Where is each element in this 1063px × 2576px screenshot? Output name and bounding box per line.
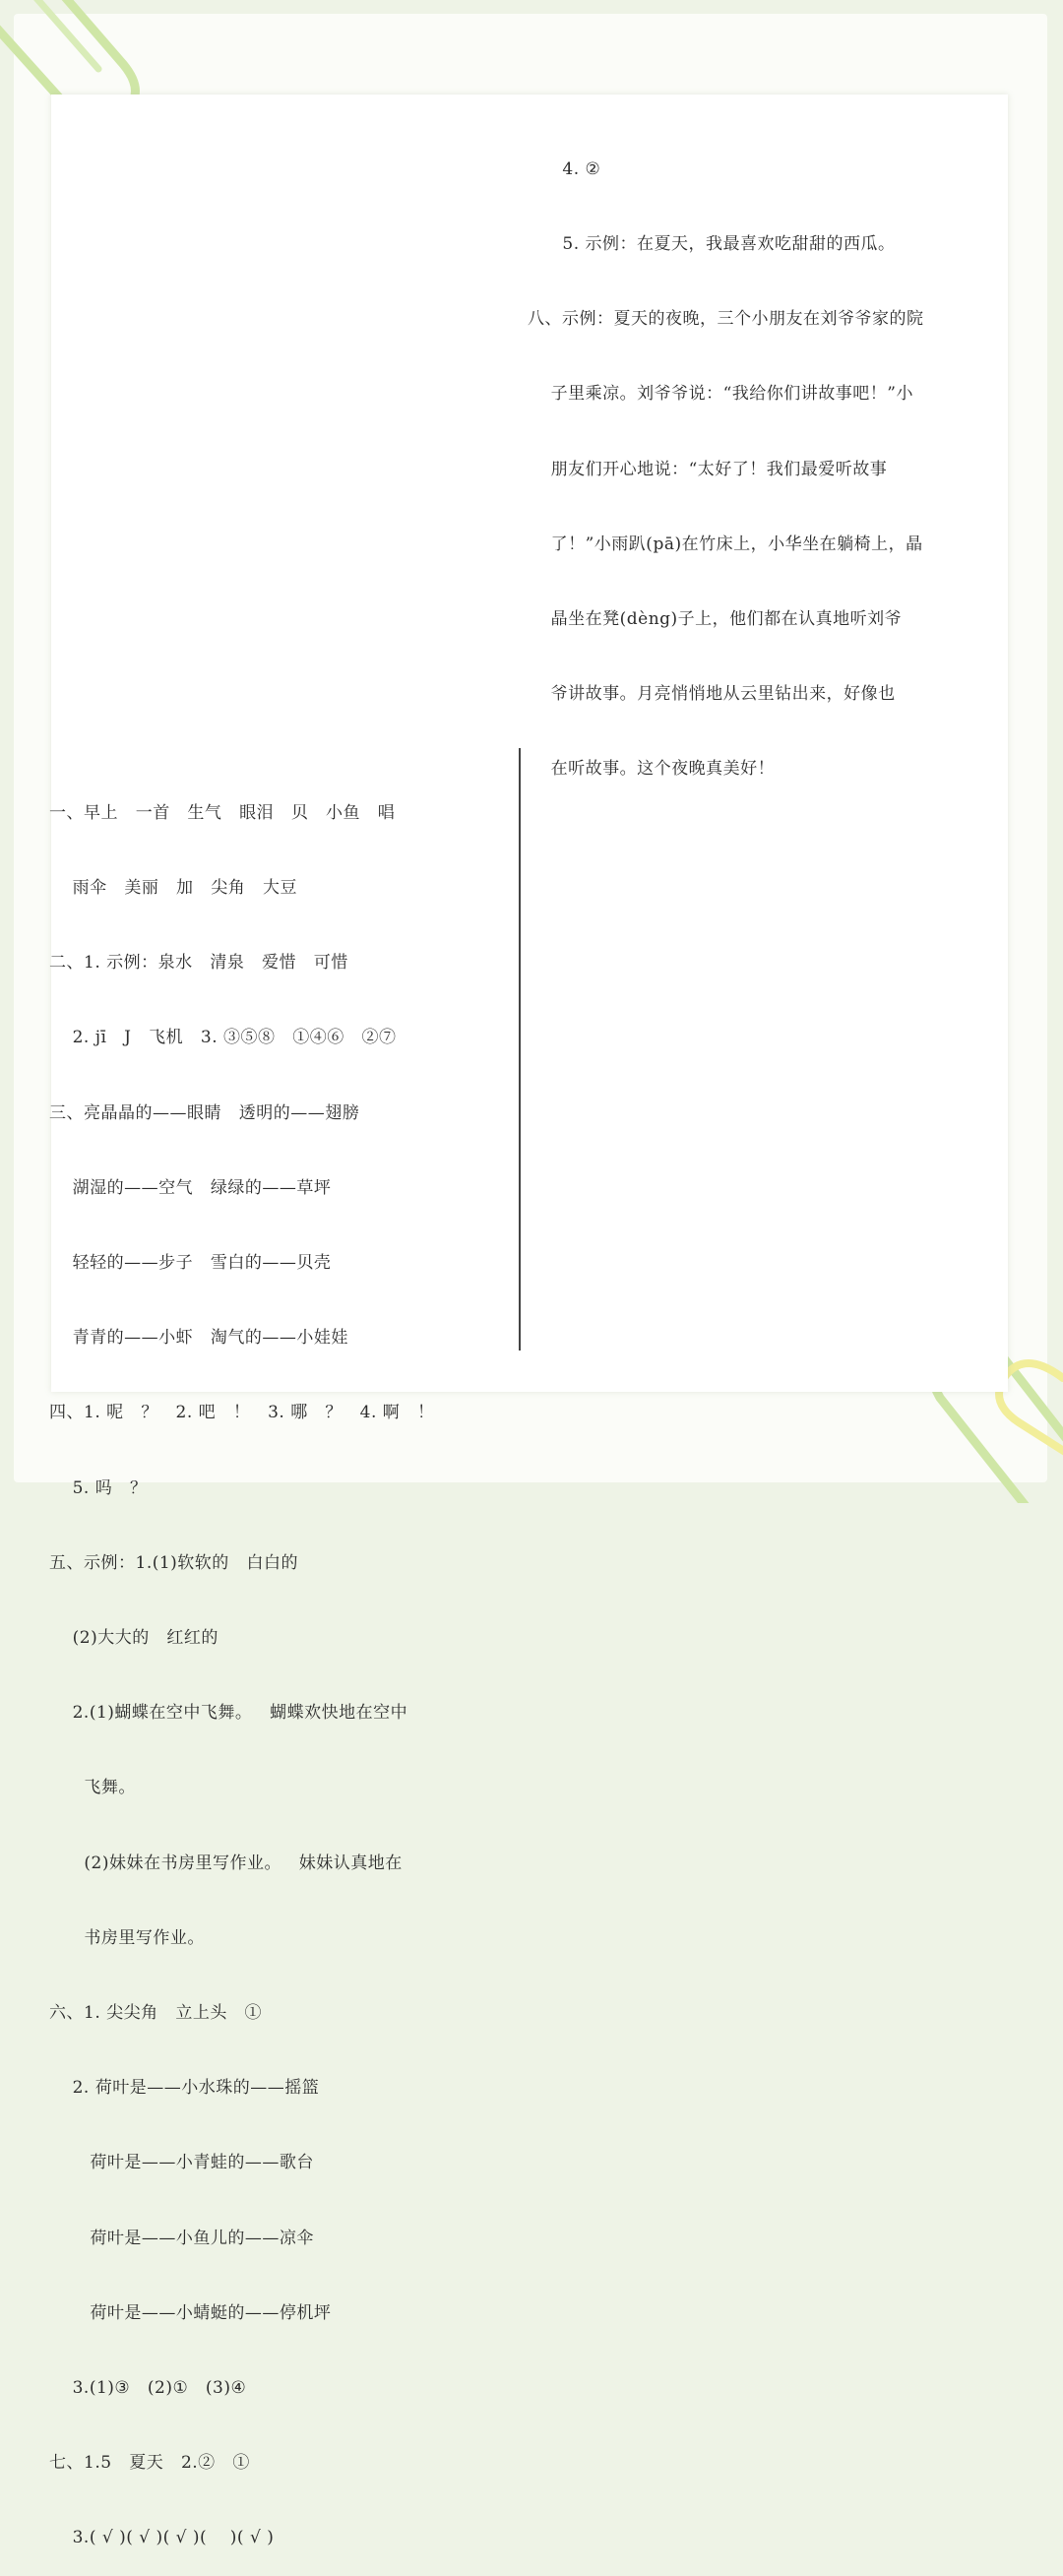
answer-line: 八、示例：夏天的夜晚，三个小朋友在刘爷爷家的院	[528, 309, 924, 330]
answer-line: 三、亮晶晶的——眼睛 透明的——翅膀	[49, 1102, 360, 1123]
answer-line: 六、1. 尖尖角 立上头 ①	[49, 2003, 263, 2024]
answer-line: 爷讲故事。月亮悄悄地从云里钻出来，好像也	[528, 684, 896, 705]
answer-line: 飞舞。	[49, 1778, 136, 1798]
answer-line: 二、1. 示例：泉水 清泉 爱惜 可惜	[49, 953, 348, 974]
answer-line: 了！”小雨趴(pā)在竹床上，小华坐在躺椅上，晶	[528, 534, 923, 554]
answer-line: 荷叶是——小蜻蜓的——停机坪	[49, 2302, 332, 2323]
answer-line: 3.(1)③ (2)① (3)④	[49, 2378, 247, 2399]
answer-line: (2)大大的 红红的	[49, 1628, 219, 1649]
answer-line: 2. jī J 飞机 3. ③⑤⑧ ①④⑥ ②⑦	[49, 1028, 397, 1048]
answer-line: 一、早上 一首 生气 眼泪 贝 小鱼 唱	[49, 802, 396, 823]
answers-right-column	[528, 107, 924, 807]
answer-line: 5. 示例：在夏天，我最喜欢吃甜甜的西瓜。	[528, 234, 896, 255]
answer-line: 2.(1)蝴蝶在空中飞舞。 蝴蝶欢快地在空中	[49, 1703, 408, 1724]
answer-line: 四、1. 呢 ？ 2. 吧 ！ 3. 哪 ？ 4. 啊 ！	[49, 1403, 435, 1423]
answer-line: 晶坐在凳(dèng)子上，他们都在认真地听刘爷	[528, 609, 903, 630]
answer-line: 轻轻的——步子 雪白的——贝壳	[49, 1253, 332, 1274]
answer-line: 朋友们开心地说：“太好了！我们最爱听故事	[528, 459, 888, 479]
answer-line: 湖湿的——空气 绿绿的——草坪	[49, 1177, 332, 1198]
answer-line: (2)妹妹在书房里写作业。 妹妹认真地在	[49, 1853, 403, 1873]
answer-line: 书房里写作业。	[49, 1927, 205, 1948]
answer-line: 4. ②	[528, 158, 601, 179]
answer-line: 2. 荷叶是——小水珠的——摇篮	[49, 2078, 320, 2099]
answer-line: 五、示例：1.(1)软软的 白白的	[49, 1552, 299, 1573]
answer-line: 5. 吗 ？	[49, 1477, 148, 1498]
answer-line: 青青的——小虾 淘气的——小娃娃	[49, 1328, 348, 1349]
answer-line: 雨伞 美丽 加 尖角 大豆	[49, 878, 297, 899]
answer-line: 在听故事。这个夜晚真美好！	[528, 759, 776, 780]
answer-line: 子里乘凉。刘爷爷说：“我给你们讲故事吧！”小	[528, 384, 913, 405]
answer-line: 七、1.5 夏天 2.② ①	[49, 2453, 250, 2474]
answers-left-column	[49, 751, 434, 2576]
answer-line: 荷叶是——小鱼儿的——凉伞	[49, 2228, 314, 2248]
answer-line: 3.( √ )( √ )( √ )( )( √ )	[49, 2528, 275, 2548]
answer-line: 荷叶是——小青蛙的——歌台	[49, 2153, 314, 2173]
column-divider	[519, 748, 521, 1351]
